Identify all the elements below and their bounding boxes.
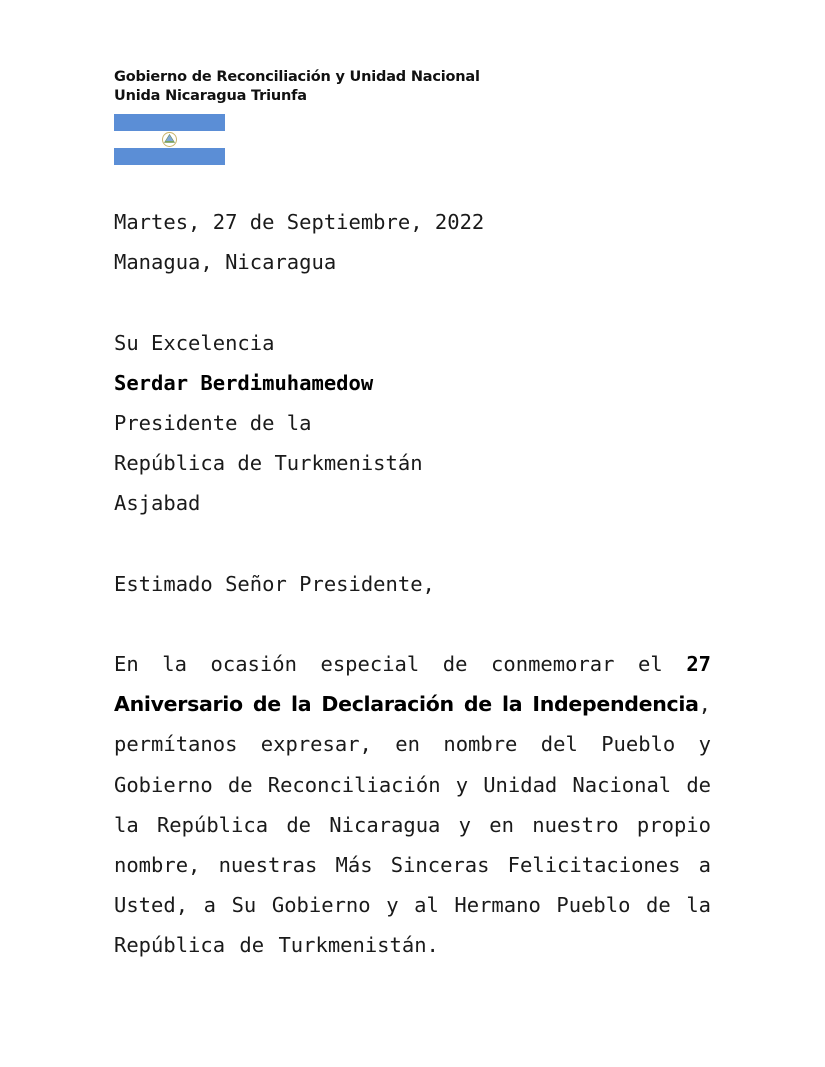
nicaragua-flag-icon: [114, 114, 225, 165]
government-slogan: Unida Nicaragua Triunfa: [114, 88, 307, 104]
anniversary-number: 27: [686, 652, 711, 677]
letter-body: [114, 202, 711, 966]
recipient-title-1: Presidente de la: [114, 410, 312, 435]
letter-greeting: Estimado Señor Presidente,: [114, 571, 435, 596]
recipient-city: Asjabad: [114, 491, 201, 516]
anniversary-occasion: Aniversario de la Declaración de la Independencia: [114, 692, 699, 717]
paragraph-rest: , permítanos expresar, en nombre del Pueblo y Gobierno de Reconciliación y Unidad Nacional de la República de Nicaragua y en nuestro propio nombre, nuestras Más Sinceras Felicitaciones a Usted, a Su Gobierno y al Hermano Pueblo de la República de Turkmenistán.: [114, 692, 711, 958]
recipient-honorific: Su Excelencia: [114, 330, 275, 355]
paragraph-intro: En la ocasión especial de conmemorar el: [114, 652, 687, 677]
letter-paragraph: [114, 644, 711, 966]
recipient-title-2: República de Turkmenistán: [114, 451, 423, 476]
letter-place: Managua, Nicaragua: [114, 250, 337, 275]
recipient-name: Serdar Berdimuhamedow: [114, 370, 374, 395]
letter-date: Martes, 27 de Septiembre, 2022: [114, 210, 485, 234]
government-name: Gobierno de Reconciliación y Unidad Nacional: [114, 69, 480, 85]
letterhead: [114, 68, 480, 106]
